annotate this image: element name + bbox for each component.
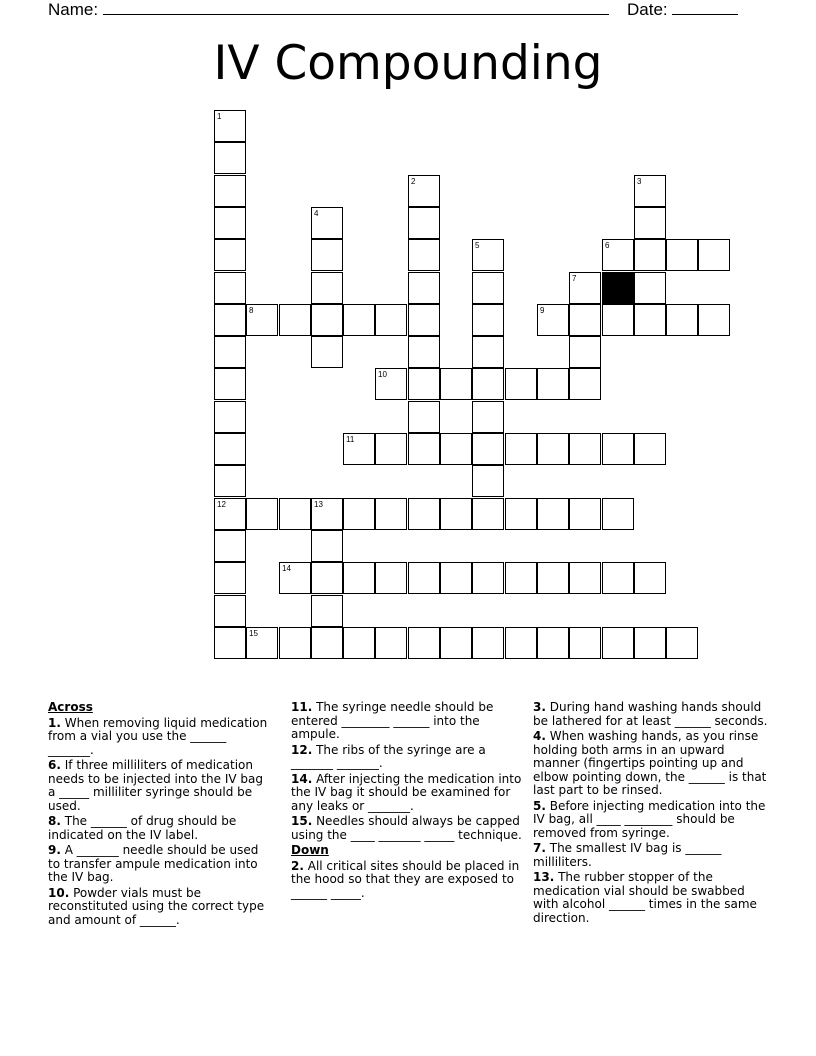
name-line[interactable] — [103, 0, 609, 15]
grid-cell[interactable] — [472, 627, 504, 659]
clue-item — [291, 860, 527, 901]
clue-number: 9 — [540, 306, 545, 315]
grid-cell[interactable] — [311, 336, 343, 368]
grid-cell[interactable] — [343, 627, 375, 659]
grid-cell[interactable] — [214, 562, 246, 594]
grid-cell[interactable] — [375, 304, 407, 336]
grid-cell[interactable] — [408, 498, 440, 530]
grid-cell[interactable] — [472, 239, 504, 271]
grid-cell[interactable] — [279, 304, 311, 336]
grid-cell[interactable] — [246, 304, 278, 336]
grid-cell[interactable] — [311, 530, 343, 562]
clue-text: All critical sites should be placed in the hood so that they are exposed to ______ _____. — [291, 858, 520, 900]
grid-cell[interactable] — [408, 336, 440, 368]
grid-cell[interactable] — [408, 368, 440, 400]
clue-number: 8. — [48, 814, 61, 828]
grid-cell[interactable] — [311, 207, 343, 239]
grid-cell[interactable] — [214, 530, 246, 562]
clue-number: 1. — [48, 715, 61, 730]
grid-cell[interactable] — [214, 368, 246, 400]
grid-cell[interactable] — [408, 304, 440, 336]
clue-number: 2 — [411, 177, 416, 186]
grid-cell[interactable] — [408, 239, 440, 271]
clue-item — [291, 744, 527, 771]
grid-cell[interactable] — [537, 368, 569, 400]
clue-item — [291, 815, 527, 842]
grid-cell[interactable] — [214, 175, 246, 207]
clue-text: Before injecting medication into the IV bag, all ____ ________ should be removed from syringe. — [533, 798, 766, 840]
grid-cell[interactable] — [440, 498, 472, 530]
grid-cell[interactable] — [698, 239, 730, 271]
grid-cell[interactable] — [569, 562, 601, 594]
clue-text: When removing liquid medication from a vial you use the ______ _______. — [48, 715, 268, 757]
clue-text: After injecting the medication into the IV bag it should be examined for any leaks or _______. — [291, 771, 522, 813]
clue-number: 7. — [533, 841, 546, 855]
date-field — [627, 0, 738, 20]
grid-cell[interactable] — [666, 627, 698, 659]
grid-cell[interactable] — [634, 207, 666, 239]
clue-number: 4. — [533, 729, 546, 743]
grid-cell[interactable] — [214, 110, 246, 142]
grid-cell[interactable] — [214, 627, 246, 659]
grid-cell[interactable] — [343, 304, 375, 336]
grid-cell[interactable] — [311, 304, 343, 336]
clues-column-2 — [291, 701, 527, 902]
grid-cell[interactable] — [408, 433, 440, 465]
clue-item — [291, 773, 527, 814]
clue-item — [533, 701, 769, 728]
grid-cell[interactable] — [214, 304, 246, 336]
clue-number: 5. — [533, 798, 546, 813]
grid-cell[interactable] — [505, 562, 537, 594]
clue-number: 12 — [217, 500, 226, 509]
grid-cell[interactable] — [214, 207, 246, 239]
grid-cell[interactable] — [602, 562, 634, 594]
grid-cell[interactable] — [375, 433, 407, 465]
grid-cell[interactable] — [408, 562, 440, 594]
grid-cell[interactable] — [472, 562, 504, 594]
clue-item — [48, 815, 270, 842]
grid-cell[interactable] — [440, 562, 472, 594]
grid-cell[interactable] — [440, 433, 472, 465]
grid-cell[interactable] — [343, 498, 375, 530]
clue-item — [533, 871, 769, 925]
page-title: IV Compounding — [213, 36, 603, 91]
grid-cell[interactable] — [440, 627, 472, 659]
grid-cell[interactable] — [472, 433, 504, 465]
grid-cell[interactable] — [214, 142, 246, 174]
clue-number: 10. — [48, 885, 70, 900]
grid-cell[interactable] — [214, 498, 246, 530]
clue-number: 11. — [291, 700, 313, 714]
grid-cell[interactable] — [214, 239, 246, 271]
clue-number: 10 — [378, 370, 387, 379]
clue-text: A _______ needle should be used to transfer ampule medication into the IV bag. — [48, 843, 259, 884]
grid-cell[interactable] — [375, 498, 407, 530]
clues-column-1 — [48, 701, 270, 929]
clue-item — [533, 730, 769, 798]
grid-cell[interactable] — [214, 595, 246, 627]
grid-cell[interactable] — [537, 498, 569, 530]
clue-number: 3. — [533, 700, 546, 714]
clue-number: 4 — [314, 209, 319, 218]
grid-cell[interactable] — [472, 272, 504, 304]
clues-column-3 — [533, 701, 769, 927]
grid-cell[interactable] — [698, 304, 730, 336]
clue-number: 13 — [314, 500, 323, 509]
grid-cell[interactable] — [634, 304, 666, 336]
grid-cell[interactable] — [505, 368, 537, 400]
grid-cell[interactable] — [537, 433, 569, 465]
clue-text: Needles should always be capped using the ____ _______ _____ technique. — [291, 814, 522, 842]
grid-cell[interactable] — [214, 336, 246, 368]
clue-number: 12. — [291, 742, 313, 757]
grid-cell[interactable] — [569, 272, 601, 304]
grid-cell[interactable] — [634, 433, 666, 465]
grid-cell[interactable] — [537, 562, 569, 594]
grid-cell[interactable] — [279, 627, 311, 659]
clue-text: The syringe needle should be entered ________ ______ into the ampule. — [291, 700, 494, 741]
grid-cell[interactable] — [569, 304, 601, 336]
grid-cell[interactable] — [602, 498, 634, 530]
grid-cell[interactable] — [440, 368, 472, 400]
grid-cell[interactable] — [408, 627, 440, 659]
clue-text: The smallest IV bag is ______ milliliters. — [533, 841, 722, 869]
grid-cell[interactable] — [505, 498, 537, 530]
grid-cell[interactable] — [375, 562, 407, 594]
date-line[interactable] — [672, 0, 738, 15]
grid-cell[interactable] — [569, 498, 601, 530]
grid-cell[interactable] — [214, 465, 246, 497]
clue-number: 1 — [217, 112, 222, 121]
grid-cell[interactable] — [408, 207, 440, 239]
clue-text: During hand washing hands should be lathered for at least ______ seconds. — [533, 700, 768, 728]
name-field — [48, 0, 609, 20]
clue-number: 3 — [637, 177, 642, 186]
grid-cell[interactable] — [472, 498, 504, 530]
grid-cell[interactable] — [634, 627, 666, 659]
grid-cell[interactable] — [634, 175, 666, 207]
grid-cell[interactable] — [666, 304, 698, 336]
clue-number: 14. — [291, 771, 313, 786]
grid-cell[interactable] — [472, 401, 504, 433]
clue-item — [48, 844, 270, 885]
clue-text: The rubber stopper of the medication vial should be swabbed with alcohol ______ times in the same direction. — [533, 870, 757, 925]
date-label: Date: — [627, 0, 668, 19]
grid-cell[interactable] — [311, 627, 343, 659]
grid-cell[interactable] — [634, 272, 666, 304]
clue-number: 6. — [48, 758, 61, 772]
grid-cell[interactable] — [569, 336, 601, 368]
clue-item — [48, 759, 270, 813]
grid-cell[interactable] — [311, 562, 343, 594]
grid-cell[interactable] — [408, 401, 440, 433]
clue-number: 2. — [291, 858, 304, 873]
clue-number: 13. — [533, 870, 555, 884]
clue-item — [48, 887, 270, 928]
grid-cell[interactable] — [343, 433, 375, 465]
clue-item — [533, 800, 769, 841]
grid-cell[interactable] — [311, 498, 343, 530]
grid-cell[interactable] — [602, 239, 634, 271]
grid-cell[interactable] — [408, 175, 440, 207]
clue-number: 14 — [282, 564, 291, 573]
grid-cell[interactable] — [634, 562, 666, 594]
grid-cell[interactable] — [537, 304, 569, 336]
clue-number: 8 — [249, 306, 254, 315]
clue-item — [533, 842, 769, 869]
clue-number: 15. — [291, 814, 313, 828]
grid-cell[interactable] — [505, 433, 537, 465]
grid-cell[interactable] — [279, 498, 311, 530]
grid-cell[interactable] — [375, 368, 407, 400]
grid-cell[interactable] — [311, 239, 343, 271]
grid-cell[interactable] — [569, 368, 601, 400]
grid-cell[interactable] — [666, 239, 698, 271]
grid-cell[interactable] — [602, 627, 634, 659]
black-cell — [602, 272, 634, 304]
grid-cell[interactable] — [408, 272, 440, 304]
grid-cell[interactable] — [246, 498, 278, 530]
clue-number: 11 — [346, 435, 355, 444]
grid-cell[interactable] — [214, 433, 246, 465]
grid-cell[interactable] — [311, 272, 343, 304]
grid-cell[interactable] — [634, 239, 666, 271]
grid-cell[interactable] — [343, 562, 375, 594]
down-heading: Down — [291, 843, 329, 857]
grid-cell[interactable] — [472, 304, 504, 336]
clue-number: 7 — [572, 274, 577, 283]
grid-cell[interactable] — [472, 465, 504, 497]
clue-number: 9. — [48, 843, 61, 857]
clue-number: 5 — [475, 241, 480, 250]
clue-number: 15 — [249, 629, 258, 638]
grid-cell[interactable] — [472, 336, 504, 368]
grid-cell[interactable] — [311, 595, 343, 627]
name-label: Name: — [48, 0, 99, 19]
across-heading: Across — [48, 700, 93, 714]
grid-cell[interactable] — [472, 368, 504, 400]
clue-text: If three milliliters of medication needs to be injected into the IV bag a _____ milliliter syringe should be used. — [48, 758, 263, 813]
clue-text: Powder vials must be reconstituted using the correct type and amount of ______. — [48, 885, 265, 927]
grid-cell[interactable] — [279, 562, 311, 594]
grid-cell[interactable] — [537, 627, 569, 659]
grid-cell[interactable] — [246, 627, 278, 659]
clue-number: 6 — [605, 241, 610, 250]
grid-cell[interactable] — [214, 401, 246, 433]
grid-cell[interactable] — [569, 627, 601, 659]
grid-cell[interactable] — [214, 272, 246, 304]
grid-cell[interactable] — [602, 433, 634, 465]
clue-item — [48, 717, 270, 758]
clue-item — [291, 701, 527, 742]
clue-text: The ______ of drug should be indicated on the IV label. — [48, 814, 237, 842]
clue-text: When washing hands, as you rinse holding both arms in an upward manner (fingertips pointing up and elbow pointing down, the ______ is that last part to be rinsed. — [533, 729, 767, 797]
grid-cell[interactable] — [602, 304, 634, 336]
clue-text: The ribs of the syringe are a _______ _______. — [291, 742, 486, 770]
grid-cell[interactable] — [569, 433, 601, 465]
grid-cell[interactable] — [505, 627, 537, 659]
grid-cell[interactable] — [375, 627, 407, 659]
